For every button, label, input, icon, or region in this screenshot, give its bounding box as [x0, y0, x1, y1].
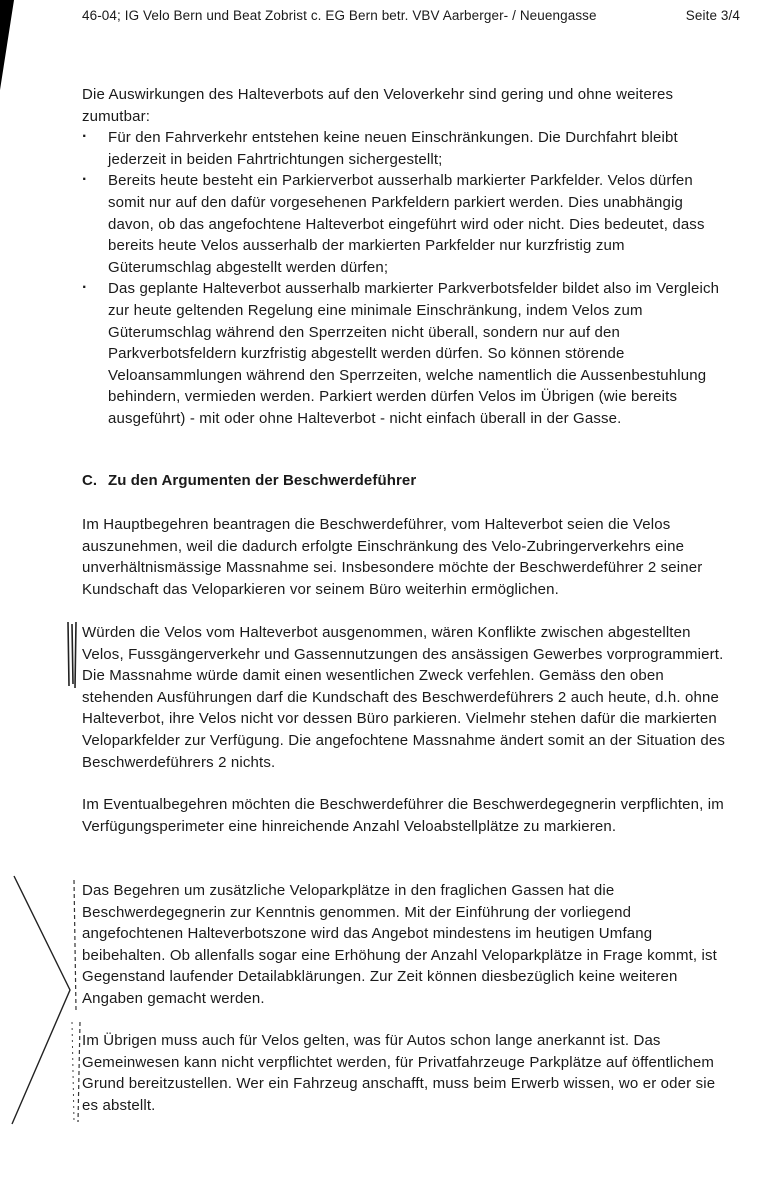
argument-paragraph-5 — [82, 1030, 732, 1116]
paragraph-text: Im Hauptbegehren beantragen die Beschwerdeführer, vom Halteverbot seien die Velos auszunehmen, weil die dadurch erfolgte Einschränkung des Velo-Zubringerverkehrs eine unverhältnismässige Massnahme sei. Insbesondere möchte der Beschwerdeführer 2 seiner Kundschaft das Veloparkieren vor seinem Büro weiterhin ermöglichen. — [82, 516, 703, 598]
bullet-item: · Das geplante Halteverbot ausserhalb markierter Parkverbotsfelder bildet also im Vergleich zur heute geltenden Regelung eine minimale Einschränkung, indem Velos zum Güterumschlag während den Sperrzeiten nicht überall, sondern nur auf den Parkverbotsfeldern kurzfristig abgestellt werden dürfen. So können störende Veloansammlungen während den Sperrzeiten, welche namentlich die Aussenbestuhlung behindern, vermieden werden. Parkiert werden dürfen Velos im Übrigen (wie bereits ausgeführt) - mit oder ohne Halteverbot - nicht einfach überall in der Gasse. — [82, 278, 732, 429]
page-number: Seite 3/4 — [685, 8, 740, 23]
intro-paragraph: Die Auswirkungen des Halteverbots auf den Veloverkehr sind gering und ohne weiteres zumutbar: — [82, 86, 674, 125]
margin-bracket-mark — [4, 872, 88, 1132]
paragraph-text: Das Begehren um zusätzliche Veloparkplätze in den fraglichen Gassen hat die Beschwerdegegnerin zur Kenntnis genommen. Mit der Einführung der vorliegend angefochtenen Halteverbotszone wird das Angebot mindestens im heutigen Umfang beibehalten. Ob allenfalls sogar eine Erhöhung der Anzahl Veloparkplätze in Frage kommt, ist Gegenstand laufender Detailabklärungen. Zur Zeit können diesbezüglich keine weiteren Angaben gemacht werden. — [82, 882, 718, 1007]
intro-section — [82, 84, 732, 430]
bullet-item: · Bereits heute besteht ein Parkierverbot ausserhalb markierter Parkfelder. Velos dürfen somit nur auf den dafür vorgesehenen Parkfeldern parkiert werden. Dies unabhängig davon, ob das angefochtene Halteverbot eingeführt wird oder nicht. Dies bedeutet, dass bereits heute Velos ausserhalb der markierten Parkfelder nur kurzfristig zum Güterumschlag abgestellt werden dürfen; — [82, 170, 732, 278]
argument-paragraph-4 — [82, 880, 732, 1010]
page-header — [82, 8, 752, 23]
case-reference: 46-04; IG Velo Bern und Beat Zobrist c. EG Bern betr. VBV Aarberger- / Neuengasse — [82, 8, 597, 23]
section-title: Zu den Argumenten der Beschwerdeführer — [108, 472, 417, 489]
paragraph-text: Würden die Velos vom Halteverbot ausgenommen, wären Konflikte zwischen abgestellten Velos, Fussgängerverkehr und Gassennutzungen des ansässigen Gewerbes vorprogrammiert. Die Massnahme würde damit einen wesentlichen Zweck verfehlen. Gemäss den oben stehenden Ausführungen darf die Kundschaft des Beschwerdeführers 2 auch heute, d.h. ohne Halteverbot, ihre Velos nicht vor dessen Büro parkieren. Vielmehr stehen dafür die markierten Veloparkfelder zur Verfügung. Die angefochtene Massnahme ändert somit an der Situation des Beschwerdeführers 2 nichts. — [82, 624, 726, 771]
scan-corner-mark — [0, 0, 14, 90]
section-number: C. — [82, 472, 98, 489]
impact-bullet-list — [82, 127, 732, 429]
paragraph-text: Im Eventualbegehren möchten die Beschwerdeführer die Beschwerdegegnerin verpflichten, im Verfügungsperimeter eine hinreichende Anzahl Veloabstellplätze zu markieren. — [82, 796, 724, 835]
argument-paragraph-3 — [82, 794, 732, 837]
argument-paragraph-1 — [82, 514, 732, 600]
margin-mark-lines — [60, 620, 84, 690]
paragraph-text: Im Übrigen muss auch für Velos gelten, was für Autos schon lange anerkannt ist. Das Gemeinwesen kann nicht verpflichtet werden, für Privatfahrzeuge Parkplätze auf öffentlichem Grund bereitzustellen. Wer ein Fahrzeug anschafft, muss beim Erwerb wissen, wo er oder sie es abstellt. — [82, 1032, 716, 1114]
section-heading-c — [82, 472, 416, 489]
bullet-item: · Für den Fahrverkehr entstehen keine neuen Einschränkungen. Die Durchfahrt bleibt jederzeit in beiden Fahrtrichtungen sichergestellt; — [82, 127, 732, 170]
argument-paragraph-2 — [82, 622, 732, 773]
